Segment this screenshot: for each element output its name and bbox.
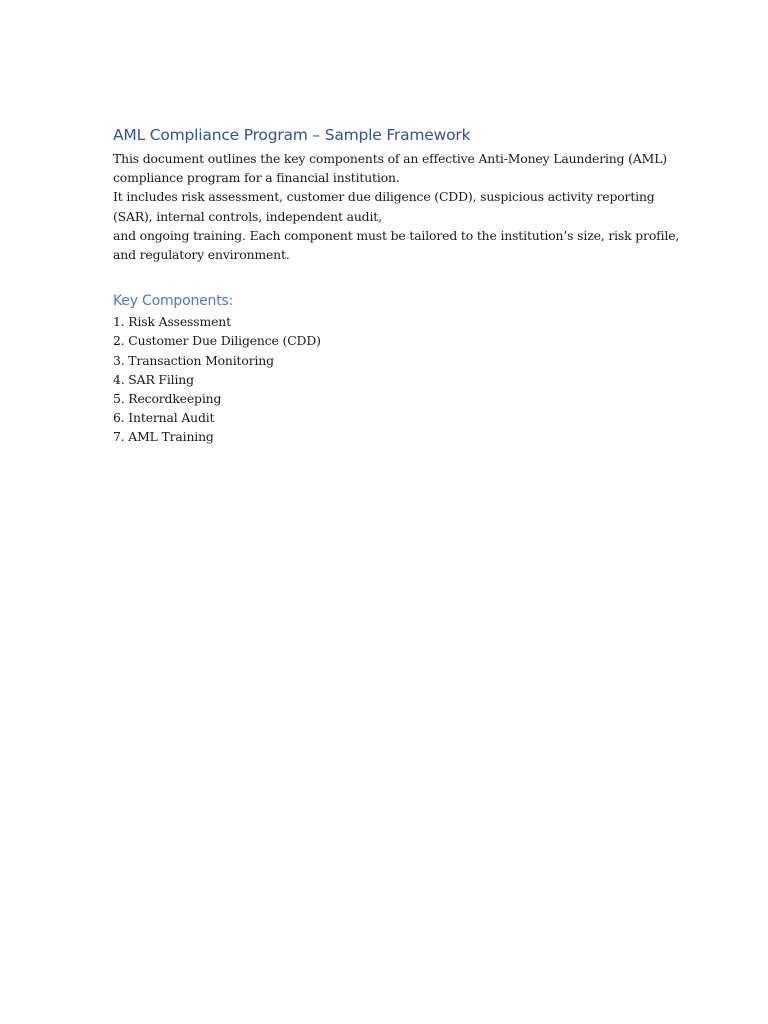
key-components-list [113, 312, 673, 446]
intro-line: It includes risk assessment, customer due diligence (CDD), suspicious activity reporting [113, 189, 655, 205]
list-item: 4. SAR Filing [113, 371, 194, 387]
document-title: AML Compliance Program – Sample Framework [113, 126, 471, 144]
intro-line: (SAR), internal controls, independent audit, [113, 208, 382, 224]
document-content [113, 124, 680, 447]
list-item: 2. Customer Due Diligence (CDD) [113, 333, 321, 349]
key-components-heading: Key Components: [113, 293, 234, 310]
intro-paragraph [113, 149, 680, 264]
list-item: 1. Risk Assessment [113, 314, 231, 330]
list-item: 6. Internal Audit [113, 410, 215, 426]
intro-line: and ongoing training. Each component must be tailored to the institution’s size, risk profile, [113, 227, 680, 243]
list-item: 5. Recordkeeping [113, 391, 222, 407]
list-item: 3. Transaction Monitoring [113, 352, 274, 368]
intro-line: compliance program for a financial institution. [113, 170, 400, 186]
list-item: 7. AML Training [113, 429, 214, 445]
intro-line: This document outlines the key components of an effective Anti-Money Laundering (AML) [113, 151, 667, 166]
intro-line: and regulatory environment. [113, 247, 290, 263]
